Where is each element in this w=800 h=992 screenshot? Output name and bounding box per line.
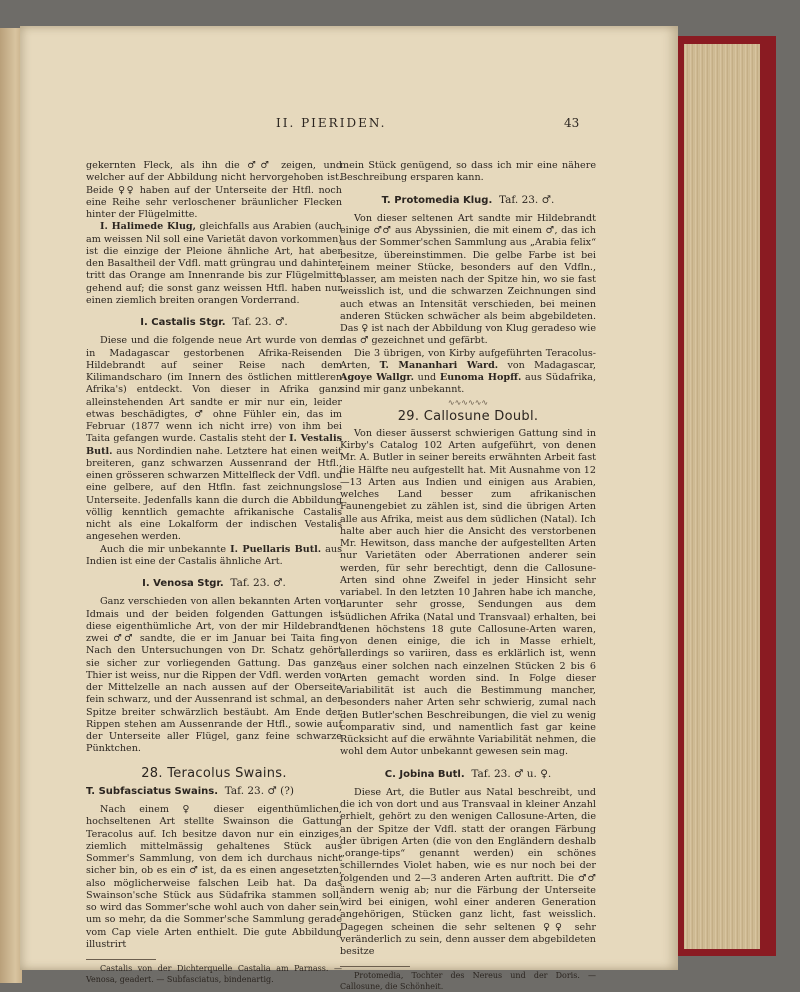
species-heading bbox=[340, 768, 596, 781]
genus-heading: 28. Teracolus Swains. bbox=[141, 765, 287, 781]
facing-page-edge bbox=[0, 28, 22, 983]
plate-reference: Taf. 23. ♂ (?) bbox=[224, 784, 294, 797]
paragraph: Diese und die folgende neue Art wurde von dem in Madagascar gestorbenen Afrika-Reisenden Hildebrandt auf seiner Reise nach dem Kilimandscharo (im Innern des östlichen mittleren Afrika's) entdeckt. Von dieser in Afrika ganz alleinstehenden Art sandte er mir nur ein, leider etwas beschädigtes, ♂ ohne Fühler ein, das im Februar (1877 wenn ich nicht irre) von ihm bei Taita gefangen wurde. Castalis steht der I. Vestalis Butl. aus Nordindien nahe. Letztere hat einen weit breiteren, ganz schwarzen Aussenrand der Htfl., einen grösseren schwarzen Mittelfleck der Vdfl. und eine gelbere, auf den Htfln. fast zeichnungslose Unterseite. Jedenfalls kann die durch die Abbildung völlig kenntlich gemachte afrikanische Castalis nicht als eine Lokalform der indischen Vestalis angesehen werden. bbox=[86, 335, 342, 543]
species-name: Agoye Wallgr. bbox=[340, 372, 414, 383]
footnote-rule bbox=[86, 959, 156, 960]
species-heading bbox=[86, 785, 342, 798]
paragraph: Nach einem ♀ dieser eigenthümlichen, hochseltenen Art stellte Swainson die Gattung Teracolus auf. Ich besitze davon nur ein einziges, ziemlich mittelmässig gehaltenes Stück aus Sommer's Sammlung, von dem ich durchaus nicht sicher bin, ob es ein ♂ ist, da es einen angesetzten, also möglicherweise falschen Leib hat. Da das Swainson'sche Stück aus Südafrika stammen soll, so wird das Sommer'sche wohl auch von daher sein, um so mehr, da die Sommer'sche Sammlung gerade vom Cap viele Arten enthielt. Die gute Abbildung illustrirt bbox=[86, 804, 342, 950]
species-name: T. Subfasciatus Swains. bbox=[86, 785, 219, 797]
header-title: II. PIERIDEN. bbox=[276, 116, 387, 130]
species-name: Eunoma Hopff. bbox=[439, 372, 522, 383]
left-column bbox=[86, 160, 342, 985]
book-page bbox=[20, 26, 678, 991]
plate-reference: Taf. 23. ♂ u. ♀. bbox=[471, 767, 552, 780]
species-heading bbox=[340, 194, 596, 207]
paragraph: Diese Art, die Butler aus Natal beschreibt, und die ich von dort und aus Transvaal in kleiner Anzahl erhielt, gehört zu den wenigen Callosune-Arten, die an der Spitze der Vdfl. statt der orangen Färbung der übrigen Arten (die von den Engländern deshalb „orange-tips“ genannt werden) ein schönes schillerndes Violet haben, wie es nur noch bei der folgenden und 2—3 anderen Arten auftritt. Die ♂♂ ändern wenig ab; nur die Färbung der Unterseite wird bei einigen, wohl einer anderen Generation angehörigen, Stücken ganz licht, fast weisslich. Dagegen scheinen die sehr seltenen ♀♀ sehr veränderlich zu sein, denn ausser dem abgebildeten besitze bbox=[340, 786, 596, 957]
paragraph: mein Stück genügend, so dass ich mir eine nähere Beschreibung ersparen kann. bbox=[340, 160, 596, 184]
species-name: C. Jobina Butl. bbox=[384, 768, 465, 780]
species-name: I. Castalis Stgr. bbox=[140, 317, 226, 328]
running-header bbox=[20, 116, 678, 136]
footnote: Protomedia, Tochter des Nereus und der Doris. — Callosune, die Schönheit. bbox=[340, 971, 596, 991]
species-name: T. Mananhari Ward. bbox=[379, 359, 499, 371]
paragraph: Von dieser seltenen Art sandte mir Hildebrandt einige ♂♂ aus Abyssinien, die mit einem ♂, das ich aus der Sommer'schen Sammlung aus „Arabia felix“ besitze, übereinstimmen. Die gelbe Farbe ist bei einem meiner Stücke, besonders auf den Vdfln., blasser, am meisten nach der Spitze hin, wo sie fast weisslich ist, und die schwarzen Zeichnungen sind auch etwas an Intensität verschieden, bei meinen anderen Stücken schwächer als beim abgebildeten. Das ♀ ist nach der Abbildung von Klug geradeso wie das ♂ gezeichnet und gefärbt. bbox=[340, 212, 597, 347]
right-column bbox=[340, 160, 596, 992]
species-name: I. Venosa Stgr. bbox=[142, 578, 224, 589]
paragraph: Die 3 übrigen, von Kirby aufgeführten Teracolus-Arten, T. Mananhari Ward. von Madagascar, Agoye Wallgr. und Eunoma Hopff. aus Südafrika, sind mir ganz unbekannt. bbox=[340, 347, 596, 396]
page-stack bbox=[684, 44, 760, 949]
section-divider: ∿∿∿∿∿∿ bbox=[447, 397, 489, 407]
species-heading bbox=[86, 577, 342, 590]
species-name: I. Puellaris Butl. bbox=[230, 543, 322, 555]
page-number: 43 bbox=[564, 116, 580, 130]
paragraph: gekernten Fleck, als ihn die ♂♂ zeigen, und welcher auf der Abbildung nicht hervorgehoben ist. Beide ♀♀ haben auf der Unterseite der Htfl. noch eine Reihe sehr verloschener bräunlicher Flecken hinter der Flügelmitte. bbox=[86, 160, 342, 220]
plate-reference: Taf. 23. ♂. bbox=[230, 577, 286, 589]
paragraph: Von dieser äusserst schwierigen Gattung sind in Kirby's Catalog 102 Arten aufgeführt, von denen Mr. A. Butler in seiner bereits erwähnten Arbeit fast die Hälfte neu aufgestellt hat. Mit Ausnahme von 12—13 Arten aus Indien und einigen aus Arabien, welches Land besser zum afrikanischen Faunengebiet zu zählen ist, sind die übrigen Arten alle aus Afrika, meist aus dem südlichen (Natal). Ich halte aber auch hier die Ansicht des verstorbenen Mr. Hewitson, dass manche der aufgestellten Arten nur Varietäten oder Aberrationen anderer sein werden, für sehr berechtigt, denn die Callosune-Arten sind ohne Zweifel in jeder Hinsicht sehr variabel. In den letzten 10 Jahren habe ich manche, darunter sehr grosse, Sendungen aus dem südlichen Afrika (Natal und Transvaal) erhalten, bei denen höchstens 18 gute Callosune-Arten waren, von denen einige, die ich in Masse erhielt, allerdings so variiren, dass es erklärlich ist, wenn aus einer solchen nach einzelnen Stücken 2 bis 6 Arten gemacht worden sind. In Folge dieser Variabilität ist auch die Bestimmung mancher, besonders naher Arten sehr schwierig, zumal nach den Butler'schen Beschreibungen, die viel zu wenig comparativ sind, und namentlich fast gar keine Rücksicht auf die erwähnte Variabilität nehmen, die wohl dem Autor unbekannt gewesen sein mag. bbox=[340, 427, 596, 758]
plate-reference: Taf. 23. ♂. bbox=[498, 193, 555, 206]
genus-heading: 29. Callosune Doubl. bbox=[397, 408, 539, 424]
species-name: I. Halimede Klug, bbox=[100, 221, 196, 233]
paragraph: Auch die mir unbekannte I. Puellaris Butl. aus Indien ist eine der Castalis ähnliche Art. bbox=[86, 543, 342, 567]
species-name: T. Protomedia Klug. bbox=[381, 194, 493, 206]
paragraph: Ganz verschieden von allen bekannten Arten von Idmais und der beiden folgenden Gattungen ist diese eigenthümliche Art, von der mir Hildebrandt zwei ♂♂ sandte, die er im Januar bei Taita fing. Nach den Untersuchungen von Dr. Schatz gehört sie sicher zur vorliegenden Gattung. Das ganze Thier ist weiss, nur die Rippen der Vdfl. werden von der Mittelzelle an nach aussen auf der Oberseite fein schwarz, und der Aussenrand ist schmal, an der Spitze breiter schwärzlich bestäubt. Am Ende der Rippen stehen am Aussenrande der Htfl., sowie auf der Unterseite aller Flügel, ganz feine schwarze Pünktchen. bbox=[86, 596, 342, 755]
species-name: I. Vestalis Butl. bbox=[86, 433, 342, 457]
footnote: Castalis von der Dichterquelle Castalia am Parnass. — Venosa, geadert. — Subfasciatus, bindenartig. bbox=[86, 964, 342, 984]
species-heading bbox=[86, 316, 342, 329]
footnote-rule bbox=[340, 966, 410, 967]
paragraph: I. Halimede Klug, gleichfalls aus Arabien (auch am weissen Nil soll eine Varietät davon vorkommen) ist die einzige der Pleione ähnliche Art, hat aber den Basaltheil der Vdfl. matt grüngrau und dahinter tritt das Orange am Innenrande bis zur Flügelmitte gehend auf; die sonst ganz weissen Htfl. haben nur einen ziemlich breiten orangen Vorderrand. bbox=[86, 221, 342, 306]
plate-reference: Taf. 23. ♂. bbox=[232, 316, 288, 328]
